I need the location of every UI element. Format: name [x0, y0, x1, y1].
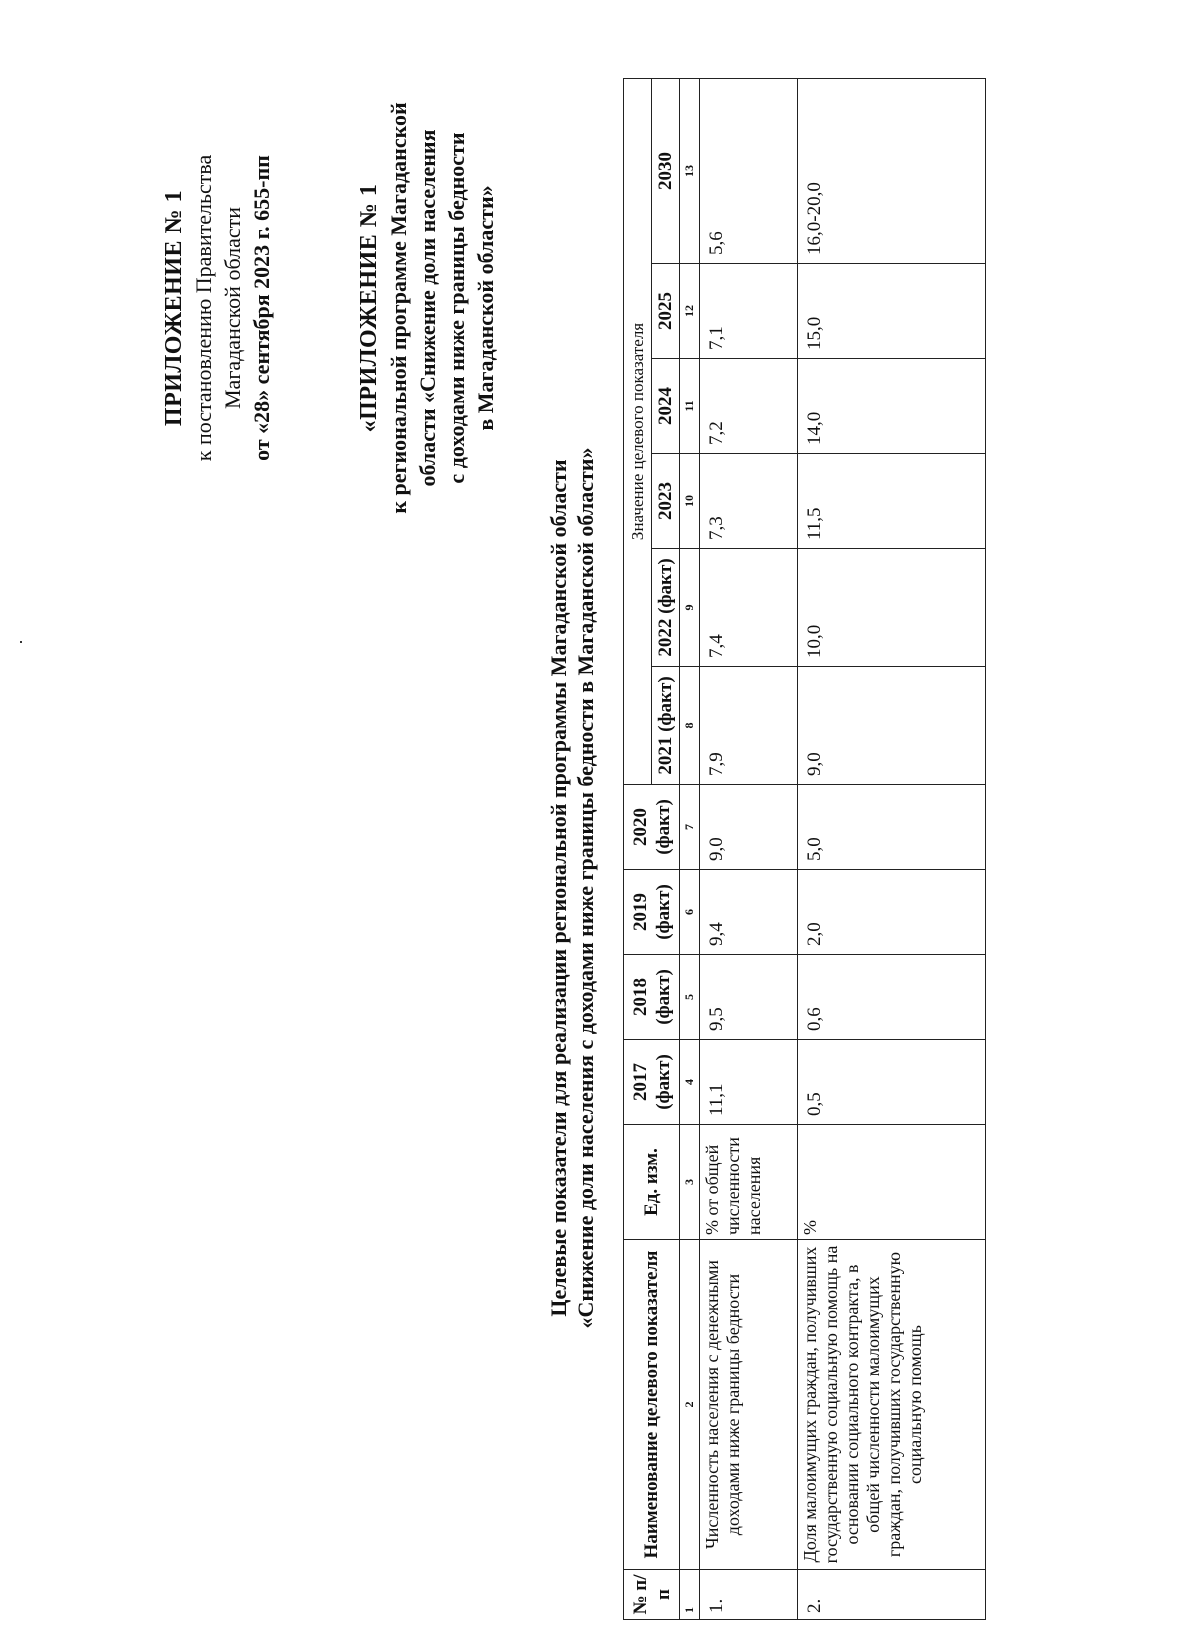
header-line: Магаданской области	[220, 207, 245, 409]
column-number: 13	[680, 78, 700, 263]
table-row	[700, 78, 798, 1619]
header-year-2023: 2023	[652, 454, 680, 549]
column-number: 8	[680, 667, 700, 785]
header-num: № п/п	[624, 1570, 680, 1620]
value-2022: 10,0	[798, 549, 986, 667]
value-2020: 5,0	[798, 785, 986, 870]
column-number: 3	[680, 1125, 700, 1240]
table-title	[545, 288, 599, 1488]
header-target-value-group: Значение целевого показателя	[624, 78, 652, 784]
value-2017: 11,1	[700, 1040, 798, 1125]
value-2021: 9,0	[798, 667, 986, 785]
value-2019: 2,0	[798, 870, 986, 955]
value-2024: 7,2	[700, 359, 798, 454]
government-resolution-header	[160, 48, 276, 568]
value-2022: 7,4	[700, 549, 798, 667]
column-number: 7	[680, 785, 700, 870]
header-year-2024: 2024	[652, 359, 680, 454]
indicator-name: Доля малоимущих граждан, получивших государственную социальную помощь на основании социального контракта, в общей численности малоимущих граждан, получивших государственную социальную помощь	[798, 1240, 986, 1570]
column-number: 2	[680, 1240, 700, 1570]
program-appendix-line: в Магаданской области»	[473, 185, 498, 431]
value-2030: 5,6	[700, 78, 798, 263]
header-indicator-name: Наименование целевого показателя	[624, 1240, 680, 1570]
table-row	[798, 78, 986, 1619]
header-year-2019: 2019 (факт)	[624, 870, 680, 955]
column-number: 6	[680, 870, 700, 955]
header-year-2018: 2018 (факт)	[624, 955, 680, 1040]
table-title-line: «Снижение доли населения с доходами ниже границы бедности в Магаданской области»	[573, 447, 598, 1329]
column-number-row	[680, 78, 700, 1619]
program-appendix-line: с доходами ниже границы бедности	[444, 132, 469, 484]
header-year-2020: 2020 (факт)	[624, 785, 680, 870]
indicator-unit: % от общей численности населения	[700, 1125, 798, 1240]
value-2025: 7,1	[700, 264, 798, 359]
column-number: 9	[680, 549, 700, 667]
target-indicators-table	[623, 78, 986, 1620]
header-year-2030: 2030	[652, 78, 680, 263]
value-2023: 7,3	[700, 454, 798, 549]
header-line: от «28» сентября 2023 г. 655-пп	[249, 155, 274, 461]
value-2020: 9,0	[700, 785, 798, 870]
value-2018: 0,6	[798, 955, 986, 1040]
column-number: 5	[680, 955, 700, 1040]
header-year-2025: 2025	[652, 264, 680, 359]
program-appendix-header	[355, 58, 500, 558]
value-2018: 9,5	[700, 955, 798, 1040]
header-year-2022: 2022 (факт)	[652, 549, 680, 667]
column-number: 4	[680, 1040, 700, 1125]
value-2030: 16,0-20,0	[798, 78, 986, 263]
table-title-line: Целевые показатели для реализации региональной программы Магаданской области	[546, 459, 571, 1317]
column-number: 10	[680, 454, 700, 549]
value-2019: 9,4	[700, 870, 798, 955]
value-2023: 11,5	[798, 454, 986, 549]
program-appendix-line: к региональной программе Магаданской	[386, 102, 411, 514]
row-number: 2.	[798, 1570, 986, 1620]
header-unit: Ед. изм.	[624, 1125, 680, 1240]
indicator-unit: %	[798, 1125, 986, 1240]
column-number: 12	[680, 264, 700, 359]
column-number: 11	[680, 359, 700, 454]
value-2021: 7,9	[700, 667, 798, 785]
program-appendix-line: области «Снижение доли населения	[415, 129, 440, 487]
value-2024: 14,0	[798, 359, 986, 454]
appendix-title: ПРИЛОЖЕНИЕ № 1	[161, 189, 187, 427]
row-number: 1.	[700, 1570, 798, 1620]
column-number: 1	[680, 1570, 700, 1620]
table-header-row	[624, 78, 652, 1619]
header-year-2017: 2017 (факт)	[624, 1040, 680, 1125]
value-2025: 15,0	[798, 264, 986, 359]
indicator-name: Численность населения с денежными доходами ниже границы бедности	[700, 1240, 798, 1570]
value-2017: 0,5	[798, 1040, 986, 1125]
scan-speck	[20, 641, 22, 643]
program-appendix-title: «ПРИЛОЖЕНИЕ № 1	[356, 183, 382, 433]
header-year-2021: 2021 (факт)	[652, 667, 680, 785]
header-line: к постановлению Правительства	[191, 154, 216, 462]
